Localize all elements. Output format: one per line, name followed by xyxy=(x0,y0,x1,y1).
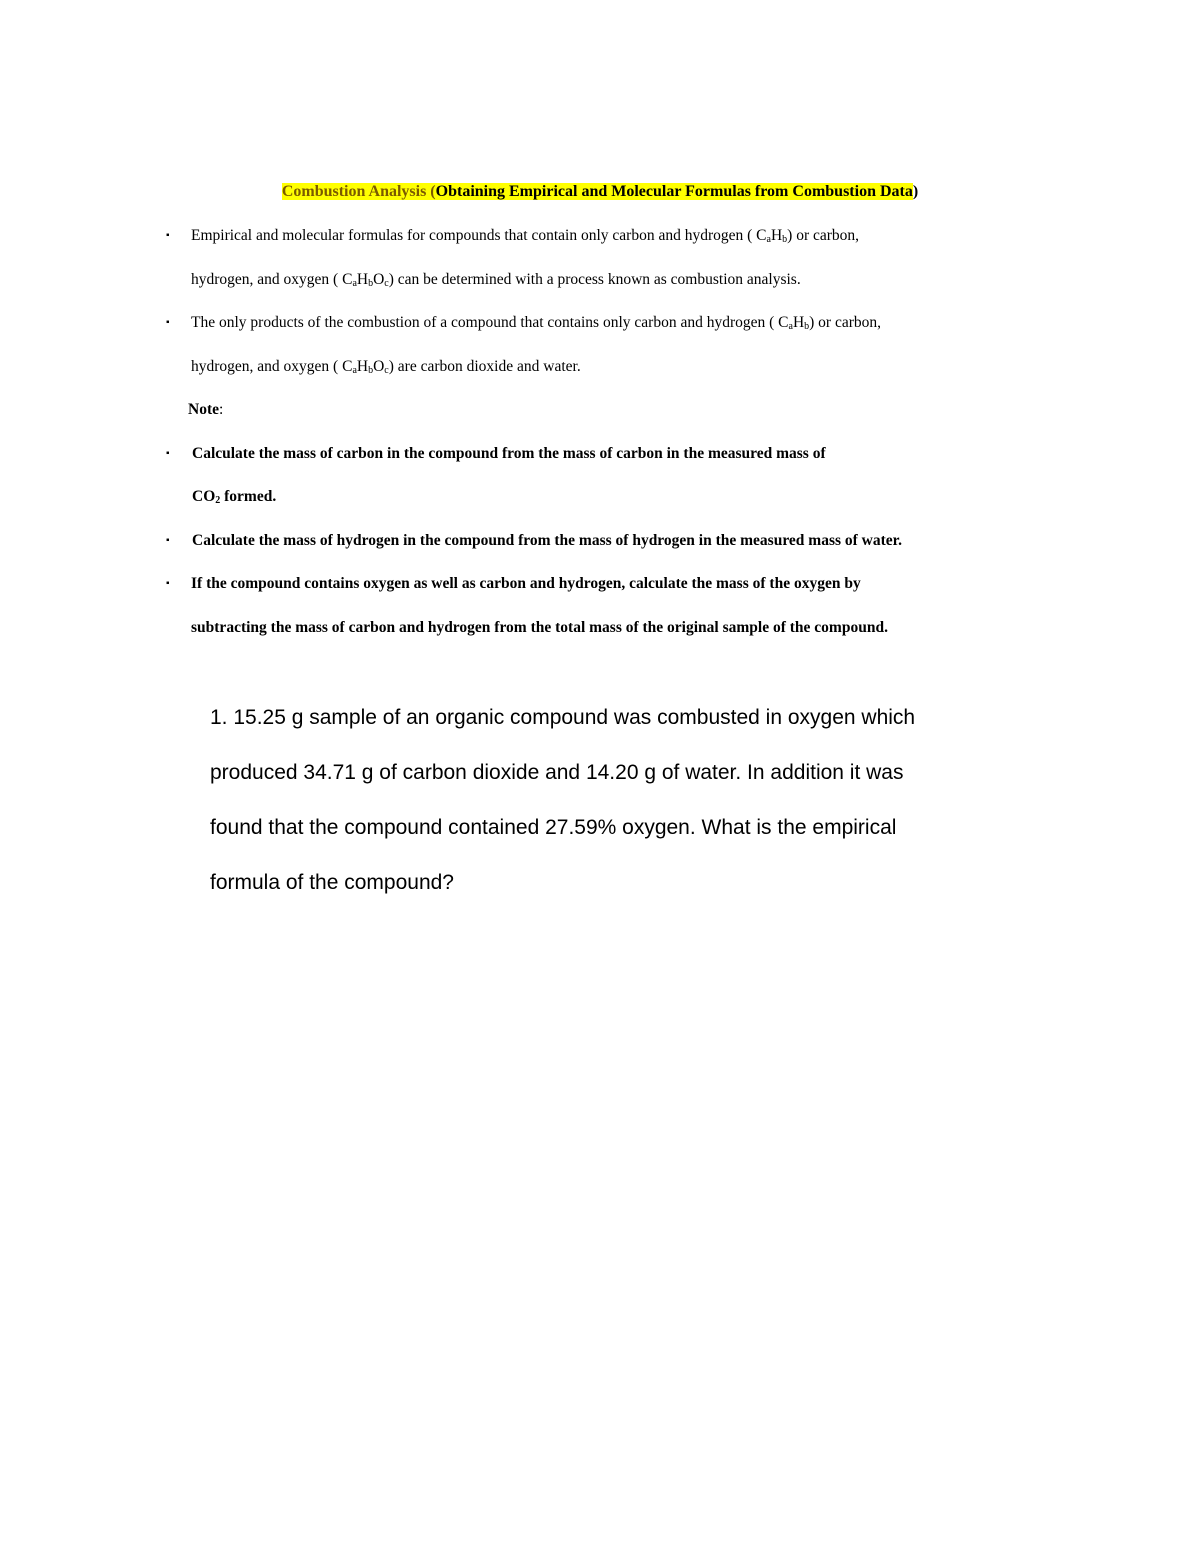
note-line: subtracting the mass of carbon and hydrogen from the total mass of the original sample of the compound. xyxy=(191,619,888,636)
text-segment: ) can be determined with a process known as combustion analysis. xyxy=(388,271,801,288)
text-segment: hydrogen, and oxygen ( C xyxy=(191,358,353,375)
question-line: found that the compound contained 27.59% oxygen. What is the empirical xyxy=(210,816,897,839)
text-segment: H xyxy=(356,271,369,288)
question-line: formula of the compound? xyxy=(210,871,454,894)
bullet-marker: ▪ xyxy=(166,317,170,328)
subscript: c xyxy=(384,365,389,376)
note-heading xyxy=(188,400,223,420)
note-label: Note xyxy=(188,401,219,418)
text-segment: The only products of the combustion of a compound that contains only carbon and hydrogen ( C xyxy=(191,314,789,331)
subscript: a xyxy=(352,365,357,376)
paragraph-line xyxy=(191,357,581,381)
subscript: 2 xyxy=(215,495,221,506)
text-segment: Empirical and molecular formulas for compounds that contain only carbon and hydrogen ( C xyxy=(191,227,767,244)
text-segment: ) or carbon, xyxy=(809,314,882,331)
text-segment: ) or carbon, xyxy=(787,227,860,244)
bullet-marker: ▪ xyxy=(166,535,170,546)
subscript: b xyxy=(368,278,374,289)
text-segment: H xyxy=(356,358,369,375)
subscript: b xyxy=(804,321,810,332)
note-line: Calculate the mass of carbon in the compound from the mass of carbon in the measured mass of xyxy=(192,445,826,462)
subscript: a xyxy=(352,278,357,289)
question-line: produced 34.71 g of carbon dioxide and 14.20 g of water. In addition it was xyxy=(210,761,904,784)
note-line: Calculate the mass of hydrogen in the compound from the mass of hydrogen in the measured mass of water. xyxy=(192,532,902,549)
paragraph-line xyxy=(191,270,801,294)
subscript: b xyxy=(368,365,374,376)
title-part-2: Obtaining Empirical and Molecular Formulas from Combustion Data xyxy=(435,183,913,200)
title-part-1: Combustion Analysis ( xyxy=(281,183,436,200)
text-segment: hydrogen, and oxygen ( C xyxy=(191,271,353,288)
bullet-marker: ▪ xyxy=(166,230,170,241)
note-colon: : xyxy=(219,401,224,418)
subscript: a xyxy=(766,234,771,245)
bullet-marker: ▪ xyxy=(166,578,170,589)
paragraph-line xyxy=(191,226,859,250)
title-part-3: ) xyxy=(912,183,919,200)
text-segment: O xyxy=(373,358,385,375)
text-segment: H xyxy=(792,314,805,331)
title-highlight xyxy=(282,183,913,200)
subscript: c xyxy=(384,278,389,289)
question-line: 1. 15.25 g sample of an organic compound was combusted in oxygen which xyxy=(210,706,916,729)
subscript: a xyxy=(788,321,793,332)
subscript: b xyxy=(782,234,788,245)
text-segment: ) are carbon dioxide and water. xyxy=(388,358,581,375)
page-title xyxy=(0,181,1200,203)
text-segment: O xyxy=(373,271,385,288)
bullet-marker: ▪ xyxy=(166,448,170,459)
text-segment: formed. xyxy=(220,488,277,505)
text-segment: H xyxy=(770,227,783,244)
text-segment: CO xyxy=(192,488,216,505)
note-line: If the compound contains oxygen as well as carbon and hydrogen, calculate the mass of the oxygen by xyxy=(191,575,861,592)
note-line xyxy=(192,487,276,511)
paragraph-line xyxy=(191,313,881,337)
